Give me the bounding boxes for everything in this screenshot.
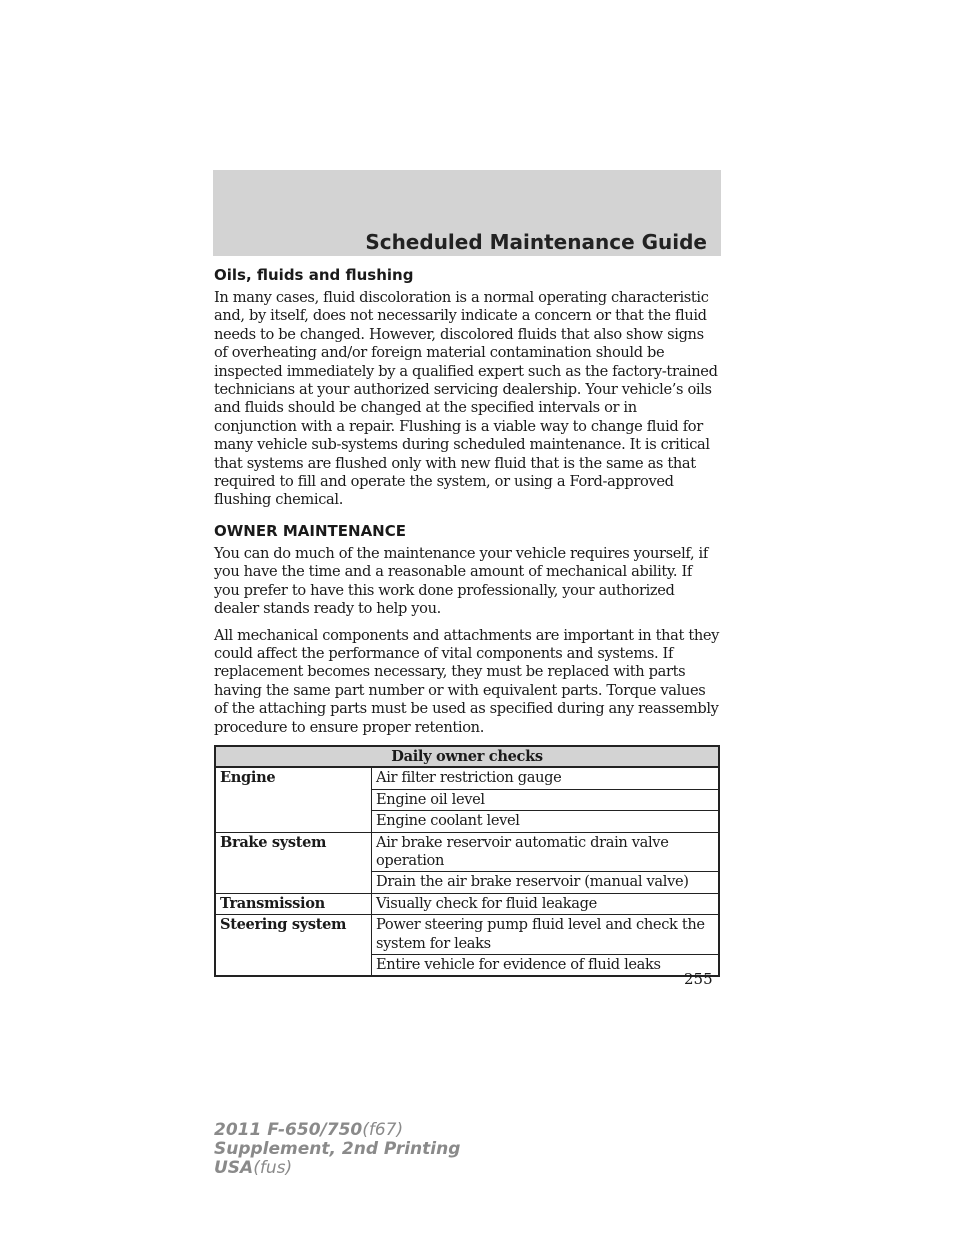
table-row (215, 915, 719, 955)
header-band (213, 170, 721, 256)
section-heading-owner-maintenance: OWNER MAINTENANCE (214, 521, 406, 540)
table-row (215, 832, 719, 872)
table-row (215, 955, 719, 977)
row-item: Engine coolant level (372, 811, 720, 832)
footer-market-line (214, 1159, 460, 1178)
paragraph-owner-2: All mechanical components and attachments are important in that they could affect the performance of vital components and systems. If replacement becomes necessary, they must be replaced with parts having the same part number or with equivalent parts. Torque values of the attaching parts must be used as specified during any reassembly procedure to ensure proper retention. (214, 626, 720, 736)
row-category (215, 789, 372, 810)
table-row (215, 893, 719, 914)
row-item: Air filter restriction gauge (372, 767, 720, 789)
row-category (215, 811, 372, 832)
row-item: Entire vehicle for evidence of fluid leaks (372, 955, 720, 977)
table-row (215, 811, 719, 832)
page-number: 255 (684, 970, 713, 988)
table-row (215, 872, 719, 893)
paragraph-owner-1: You can do much of the maintenance your vehicle requires yourself, if you have the time and a reasonable amount of mechanical ability. If you prefer to have this work done professionally, your authorized dealer stands ready to help you. (214, 544, 708, 618)
row-item: Drain the air brake reservoir (manual valve) (372, 872, 720, 893)
footer-market: USA (214, 1158, 254, 1178)
page-content (214, 266, 720, 977)
paragraph-oils: In many cases, fluid discoloration is a normal operating characteristic and, by itself, does not necessarily indicate a concern or that the fluid needs to be changed. However, discolored fluids that also show signs of overheating and/or foreign material contamination should be inspected immediately by a qualified expert such as the factory-trained technicians at your authorized servicing dealership. Your vehicle’s oils and fluids should be changed at the specified intervals or in conjunction with a repair. Flushing is a viable way to change fluid for many vehicle sub-systems during scheduled maintenance. It is critical that systems are flushed only with new fluid that is the same as that required to fill and operate the system, or using a Ford-approved flushing chemical. (214, 289, 718, 509)
footer-model-line (214, 1121, 460, 1140)
row-item: Power steering pump fluid level and check the system for leaks (372, 915, 720, 955)
row-item: Engine oil level (372, 789, 720, 810)
table-row (215, 789, 719, 810)
table-row (215, 767, 719, 789)
row-category: Steering system (215, 915, 372, 955)
row-category (215, 955, 372, 977)
row-category: Brake system (215, 832, 372, 872)
print-footer (214, 1121, 460, 1178)
row-category: Engine (215, 767, 372, 789)
row-item: Visually check for fluid leakage (372, 893, 720, 914)
page-section-title: Scheduled Maintenance Guide (365, 230, 707, 254)
footer-model: 2011 F-650/750 (214, 1120, 363, 1140)
row-category (215, 872, 372, 893)
footer-edition: Supplement, 2nd Printing (214, 1139, 461, 1159)
footer-model-code: (f67) (362, 1120, 404, 1140)
row-category: Transmission (215, 893, 372, 914)
footer-market-code: (fus) (253, 1158, 293, 1178)
daily-owner-checks-table (214, 745, 720, 977)
table-title: Daily owner checks (215, 746, 719, 767)
row-item: Air brake reservoir automatic drain valve operation (372, 832, 720, 872)
section-heading-oils: Oils, fluids and flushing (214, 266, 414, 284)
